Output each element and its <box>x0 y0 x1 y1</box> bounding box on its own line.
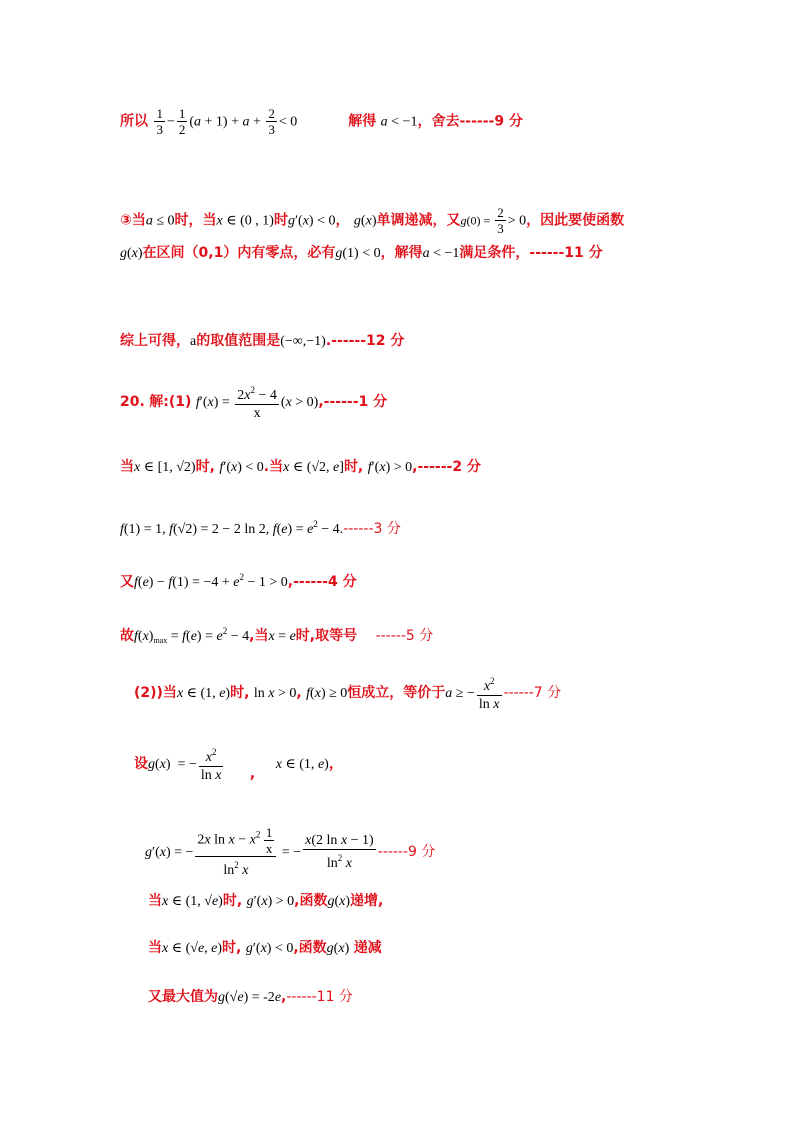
text: 函数 <box>299 893 328 909</box>
fraction: 2x $\ln x - x^2$ $\frac{1}{x}$ $\ln^2 x$ <box>195 825 276 879</box>
line-case-3: ③当a ≤ 0时，当x ∈ (0 , 1)时g′(x) < 0， g(x)单调递减，又g(0) = $\frac{2}{3}$ > 0，因此要使函数 <box>120 205 625 236</box>
score-9: ，舍去------9 分 <box>417 113 523 130</box>
line-g-decreasing: 当x ∈ (√e, e)时, g′(x) < 0,函数g(x) 递减 <box>148 940 382 956</box>
fraction: $\frac{2x^2 - 4}{x}$ <box>235 382 279 422</box>
text: 当 <box>148 940 162 956</box>
score-3: ------3 分 <box>343 521 401 537</box>
fraction: $\frac{x^2}{\text{ln x}}$ <box>199 744 224 784</box>
text: 综上可得， <box>120 333 190 349</box>
fraction: $\frac{1}{x}$ <box>265 825 273 856</box>
text: 时 <box>273 212 288 229</box>
text: 时, <box>222 893 243 909</box>
text: 又最大值为 <box>148 989 218 1005</box>
fraction: $\frac{1}{3}$ <box>156 106 163 137</box>
text-case-3: ③当 <box>120 212 146 229</box>
text: 时, <box>222 940 242 956</box>
fraction: $\frac{2}{3}$ <box>497 205 504 236</box>
text: 单调递减，又 <box>376 212 461 229</box>
fraction: $\frac{\text{x(2 ln x − 1)}}{\ln^2 x}$ <box>305 833 374 871</box>
line-g-max: 又最大值为g(√e) = -2e,------11 分 <box>148 989 353 1005</box>
text: ， <box>335 212 350 229</box>
text: 设 <box>134 756 148 772</box>
text: 递增, <box>350 893 384 909</box>
score-4: ------4 分 <box>293 574 357 590</box>
text: 又 <box>120 574 134 590</box>
text-so: 所以 <box>120 113 148 130</box>
line-problem-20: 20. 解:(1) f′(x) = $\frac{2x^2 - 4}{x}$ (x > 0),------1 分 <box>120 382 387 422</box>
text: 当 <box>254 628 269 644</box>
score-1: ------1 分 <box>323 394 388 410</box>
line-case-2-conclusion: 所以 $\frac{1}{3}$ − $\frac{1}{2}$ (a + 1) + a + $\frac{2}{3}$ < 0 解得 a < −1，舍去------9 分 <box>120 106 523 137</box>
text: 时, <box>195 459 215 475</box>
text: 当 <box>269 459 284 475</box>
line-max: 故$f(x)_{max} = f(e) = e^2 - 4$,当x = e时,取等号 ------5 分 <box>120 626 434 645</box>
score-12: ------12 分 <box>331 333 405 349</box>
fraction: $\frac{1}{2}$ <box>178 106 186 137</box>
fraction: $\frac{2}{3}$ <box>268 106 275 137</box>
text: 在区间（0,1）内有零点，必有 <box>142 245 336 261</box>
text-solve: 解得 <box>348 113 377 130</box>
text: 函数 <box>298 940 327 956</box>
line-values: f(1) = 1, f(√2) = 2 − 2 ln 2, $f(e) = e^2 - 4.------3$ 分 <box>120 519 401 537</box>
text: 故 <box>120 628 134 644</box>
text: ，解得 <box>380 245 423 261</box>
line-compare: 又$f(e) - f(1) = -4 + e^2 - 1 > 0,------4$ 分 <box>120 572 357 590</box>
text: (2))当 <box>134 685 177 701</box>
line-zero-condition: g(x)在区间（0,1）内有零点，必有g(1) < 0，解得a < −1满足条件，------11 分 <box>120 245 603 261</box>
score-11b: ------11 分 <box>286 989 353 1005</box>
text: 时, <box>343 459 364 475</box>
line-monotonicity: 当x ∈ [1, √2)时, f′(x) < 0.当x ∈ (√2, e]时, f′(x) > 0,------2 分 <box>120 459 481 475</box>
score-5: ------5 分 <box>375 628 434 644</box>
score-11: 满足条件，------11 分 <box>459 245 603 261</box>
text: 的取值范围是 <box>196 333 281 349</box>
line-g-increasing: 当x ∈ (1, √e)时, g′(x) > 0,函数g(x)递增, <box>148 893 384 909</box>
text: 递减 <box>353 940 382 956</box>
text: 当 <box>120 459 134 475</box>
text: 时, <box>230 685 250 701</box>
line-part-2: (2))当x ∈ (1, e)时, ln x > 0, f(x) ≥ 0恒成立，等价于a ≥ − $\frac{x^2}{\text{ln x}}$ ------7 分 <box>134 673 561 713</box>
text: 时，当 <box>174 212 217 229</box>
text: 解:(1) <box>149 394 192 410</box>
score-7: ------7 分 <box>503 685 562 701</box>
line-summary: 综上可得，a的取值范围是(−∞,−1).------12 分 <box>120 333 405 349</box>
text: 当 <box>148 893 162 909</box>
fraction: $\frac{x^2}{\text{ln x}}$ <box>477 673 502 713</box>
score-9b: ------9 分 <box>377 844 436 860</box>
text: 恒成立，等价于 <box>347 685 446 701</box>
text: ，因此要使函数 <box>526 212 625 229</box>
text: 时,取等号 <box>295 628 358 644</box>
line-derivative-g: g′(x) = − 2x $\ln x - x^2$ $\frac{1}{x}$ $\ln^2 x$ = − $\frac{\text{x(2 ln x − 1)}}{\ln^2 x}$ ------9 分 <box>145 825 436 878</box>
line-define-g: 设g(x) = − $\frac{x^2}{\text{ln x}}$ , x ∈ (1, e)， <box>134 744 343 784</box>
score-2: ------2 分 <box>417 459 481 475</box>
problem-number: 20. <box>120 394 145 410</box>
text: ， <box>328 756 343 772</box>
